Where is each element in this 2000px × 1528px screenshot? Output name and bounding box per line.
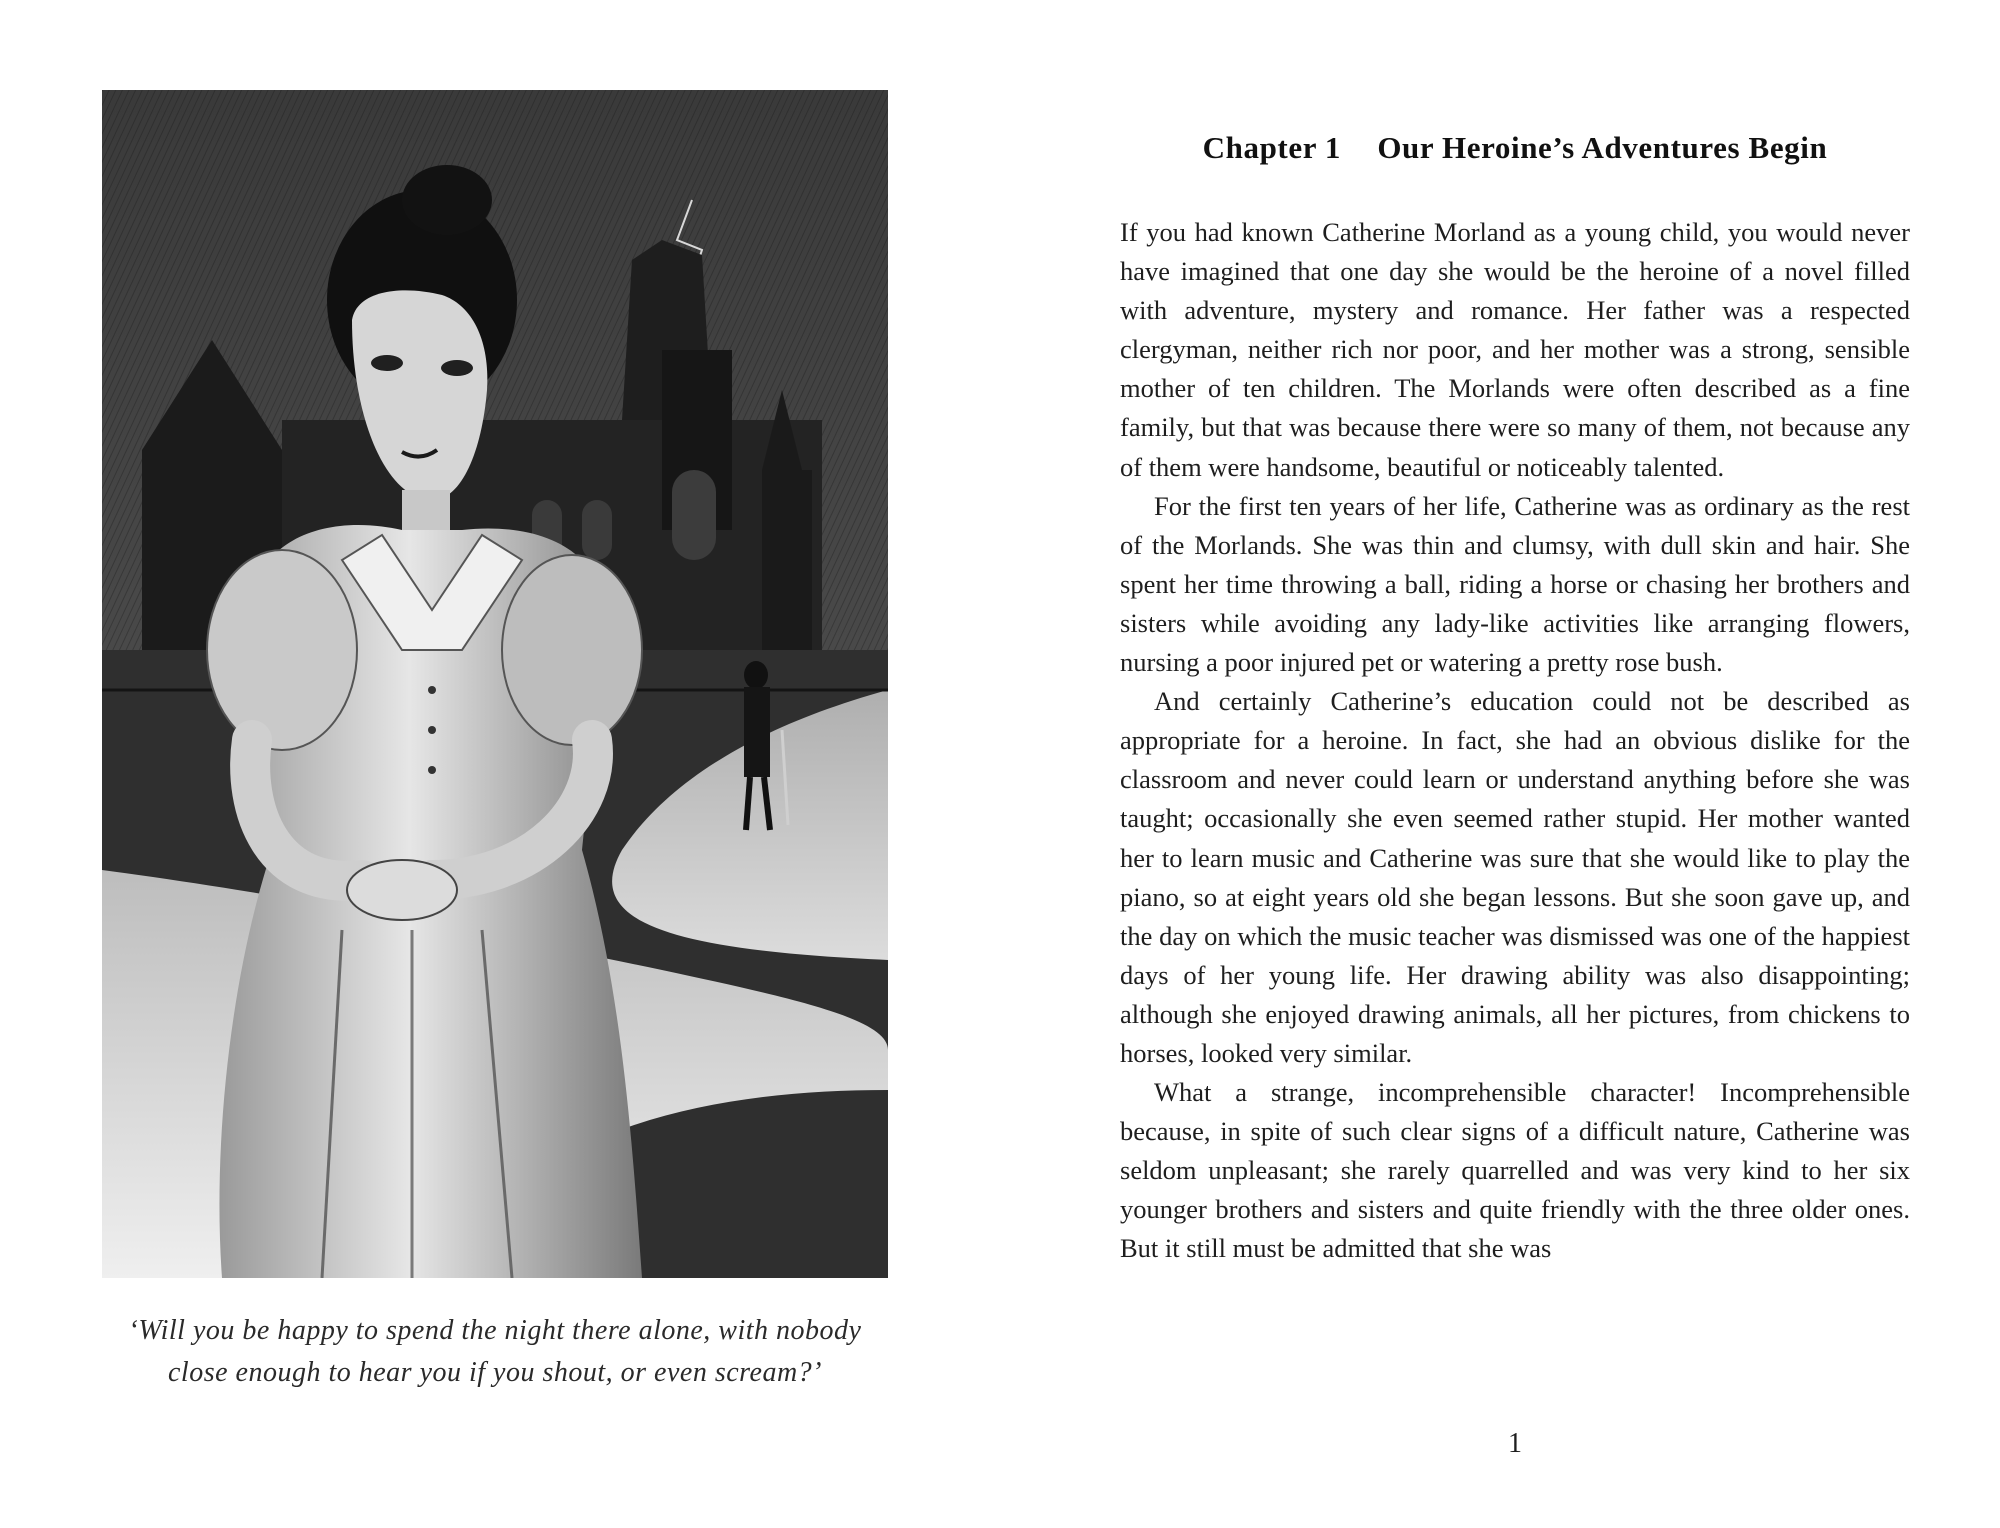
chapter-heading — [1120, 130, 1910, 166]
paragraph: For the first ten years of her life, Catherine was as ordinary as the rest of the Morlands. She was thin and clumsy, with dull skin and hair. She spent her time throwing a ball, riding a horse or chasing her brothers and sisters while avoiding any lady-like activities like arranging flowers, nursing a poor injured pet or watering a pretty rose bush. — [1120, 490, 1910, 678]
paragraph: And certainly Catherine’s education could not be described as appropriate for a heroine. In fact, she had an obvious dislike for the classroom and never could learn or understand anything before she was taught; occasionally she even seemed rather stupid. Her mother wanted her to learn music and Catherine was sure that she would like to play the piano, so at eight years old she began lessons. But she soon gave up, and the day on which the music teacher was dismissed was one of the happiest days of her young life. Her drawing ability was also disappointing; although she enjoyed drawing animals, all her pictures, from chickens to horses, looked very similar. — [1120, 686, 1910, 1068]
illustration-woman-and-abbey — [102, 90, 888, 1278]
illustration-caption — [102, 1310, 888, 1394]
engraving-illustration-icon — [102, 90, 888, 1278]
chapter-number: Chapter 1 — [1202, 130, 1341, 165]
page-number: 1 — [1508, 1428, 1522, 1459]
caption-line: close enough to hear you if you shout, or even scream?’ — [168, 1357, 822, 1388]
chapter-body-text — [1120, 213, 1910, 1269]
chapter-title: Our Heroine’s Adventures Begin — [1377, 130, 1828, 165]
caption-line: ‘Will you be happy to spend the night there alone, with nobody — [128, 1315, 862, 1346]
paragraph: What a strange, incomprehensible character! Incomprehensible because, in spite of such clear signs of a difficult nature, Catherine was seldom unpleasant; she rarely quarrelled and was very kind to her six younger brothers and sisters and quite friendly with the three older ones. But it still must be admitted that she was — [1120, 1077, 1910, 1264]
paragraph: If you had known Catherine Morland as a young child, you would never have imagined that one day she would be the heroine of a novel filled with adventure, mystery and romance. Her father was a respected clergyman, neither rich nor poor, and her mother was a strong, sensible mother of ten children. The Morlands were often described as a fine family, but that was because there were so many of them, not because any of them were handsome, beautiful or noticeably talented. — [1120, 217, 1910, 482]
